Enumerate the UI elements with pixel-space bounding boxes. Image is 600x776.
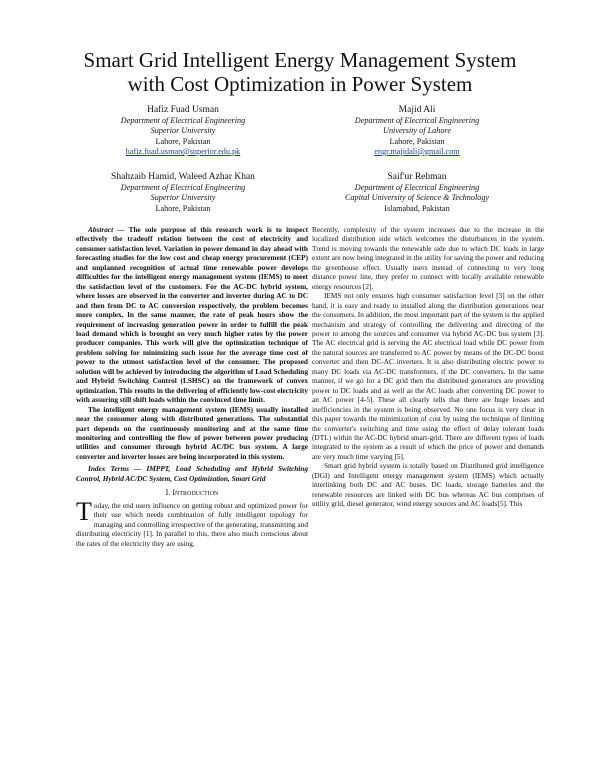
abstract <box>76 225 308 405</box>
abstract-paragraph-2: The intelligent energy management system (IEMS) usually installed near the consumer along with distributed generations. The substantial part depends on the continuously monitoring and at the same time monitoring and controlling the flow of power between power producing utilities and consumer through hybrid AC/DC bus system. A large converter and inverter losses are being incorporated in this system. <box>76 404 308 461</box>
section-heading: I. Introduction <box>165 488 219 498</box>
author-city: Islamabad, Pakistan <box>384 203 450 213</box>
author-department: Department of Electrical Engineering <box>120 182 246 192</box>
author-email[interactable]: hafiz.fuad.usman@superior.edu.pk <box>125 147 241 156</box>
intro-paragraph <box>76 496 308 548</box>
abstract-text: The sole purpose of this research work is to inspect effectively the tradeoff relation between the cost of electricity and consumer satisfaction level. Variation in power demand in day ahead with forecasting studies for the low cost and cheap energy procurement (CEP) and unplanned recognition of actual time renewable power develops difficulties for the intelligent energy management system (IEMS) to meet the satisfaction level of the customers. For the AC-DC hybrid system, where losses are observed in the converter and inverter during AC to DC and then from DC to AC conversion respectively, the problem becomes more complex. In the same manner, the rate of peak hours show the requirement of increasing generation power in order to fulfill the peak load demand which is brought on very much higher rates by the power producer companies. This work will give the optimization technique of problem solving for minimizing such issue for the average time cost of power to the utmost satisfaction level of the consumer. The proposed solution will be achieved by introducing the algorithm of Load Scheduling and Hybrid Switching Control (LSHSC) on the framework of convex optimization. This results in the delivering of efficiently low-cost electricity with assuring still shift loads within the convinced time limit. <box>76 225 309 405</box>
drop-cap: T <box>76 496 92 526</box>
index-terms: Index Terms — IMPPT, Load Scheduling and Hybrid Switching Control, Hybrid AC/DC System, Cost Optimization, Smart Grid <box>76 464 308 483</box>
author-block-4 <box>302 172 532 214</box>
author-name: Majid Ali <box>398 105 436 115</box>
author-block-3 <box>68 172 298 214</box>
author-department: Department of Electrical Engineering <box>354 115 480 125</box>
author-city: Lahore, Pakistan <box>155 136 211 146</box>
intro-text: oday, the end users influence on getting robust and optimized power for their use which needs combination of fully intelligent topology for managing and controlling irrespective of the generating, transmitting and distributing electricity [1]. In parallel to this, there also much conscious about the rates of the electricity they are using. <box>76 500 308 548</box>
author-organization: Superior University <box>150 193 216 202</box>
author-name: Saif'ur Rehman <box>387 172 447 182</box>
author-department: Department of Electrical Engineering <box>354 182 480 192</box>
author-city: Lahore, Pakistan <box>155 203 211 213</box>
author-email[interactable]: engr.majidali@gmail.com <box>374 147 460 156</box>
body-paragraph-3: Smart grid hybrid system is totally based on Distributed grid intelligence (DGI) and Intelligent energy management system (IEMS) which actually interlinking both DC and AC buses. DC loads, storage batteries and the renewable resources are linked with DC bus whereas AC bus comprises of utility grid, diesel generator, wind energy sources and AC loads[5]. This <box>312 461 544 509</box>
author-city: Lahore, Pakistan <box>389 136 445 146</box>
author-organization: Superior University <box>150 126 216 135</box>
author-block-2 <box>302 105 532 158</box>
author-department: Department of Electrical Engineering <box>120 115 246 125</box>
paper-title <box>40 48 560 96</box>
author-block-1 <box>68 105 298 158</box>
body-paragraph-1: Recently, complexity of the system increases due to the increase in the localized distribution side which welcomes the disturbances in the system. Trend is moving towards the renewable side due to which DC loads in large extent are now being integrated in the utility for saving the power and reducing the greenhouse effect. Usually users instead of connecting to very long distance power line, they prefer to connect with locally available renewable energy resources [2]. <box>312 225 544 291</box>
author-name: Hafiz Fuad Usman <box>147 105 219 115</box>
author-organization: Capital University of Science & Technology <box>344 193 490 202</box>
body-paragraph-2: IEMS not only ensures high consumer satisfaction level [3] on the other hand, it is easy and ready to installed along the distribution generations near the consumers. In addition, the most important part of the system is the applied mechanism and strategy of controlling the delivering and directing of the power to among the sources and consumer via hybrid AC-DC bus system [3]. The AC electrical grid is serving the AC electrical load while DC power from the natural sources are transferred to AC power by means of the DC-DC boost converter and then DC-AC inverters. It is also distributing electric power to many DC loads via AC-DC transformers, if the DC converters. In the same manner, if we go for a DC grid then the distributed generators are providing power to DC loads and as well as the AC loads after converting DC power to an AC power [4-5]. These all clearly tells that there are huge losses and inefficiencies in the system is being observed. No one focus is very clear in this paper towards the minimization of cost by using the technique of limiting the converter's switching and time using the effect of delay tolerant loads (DTL) within the AC-DC hybrid smart-grid. There are different types of loads integrated to the system as a result of which the price of power and demands are very much time varying [5]. <box>312 291 544 461</box>
title-line-2: with Cost Optimization in Power System <box>127 72 473 96</box>
title-line-1: Smart Grid Intelligent Energy Management System <box>83 48 517 72</box>
author-name: Shahzaib Hamid, Waleed Azhar Khan <box>111 172 255 182</box>
left-column <box>76 225 308 548</box>
abstract-lead: Abstract — <box>88 225 125 234</box>
right-column <box>312 225 544 509</box>
author-organization: University of Lahore <box>383 126 451 135</box>
